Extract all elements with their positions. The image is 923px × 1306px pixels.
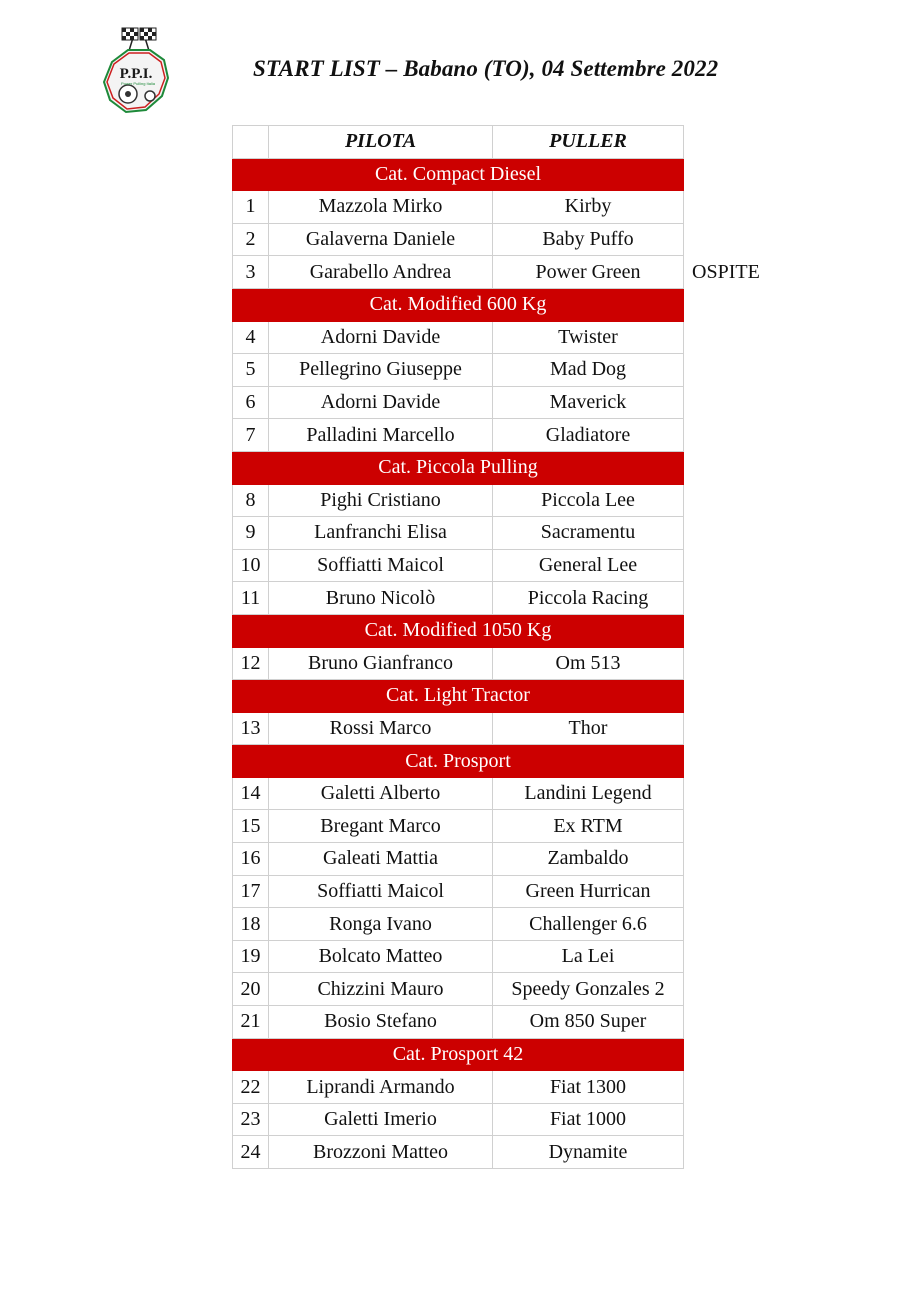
ppi-logo-graphic	[98, 20, 174, 116]
start-list-table	[232, 125, 684, 1169]
entry-number: 5	[233, 354, 269, 387]
category-row	[233, 158, 684, 191]
ppi-logo	[98, 20, 174, 116]
logo-subtext: Power Pulling Italia	[120, 81, 156, 86]
entry-number: 22	[233, 1071, 269, 1104]
entry-pilota: Pighi Cristiano	[269, 484, 493, 517]
category-row	[233, 1038, 684, 1071]
entry-pilota: Ronga Ivano	[269, 908, 493, 941]
entry-puller: Om 850 Super	[493, 1006, 684, 1039]
entry-pilota: Adorni Davide	[269, 321, 493, 354]
entry-puller: Dynamite	[493, 1136, 684, 1169]
header-number	[233, 126, 269, 159]
entry-number: 18	[233, 908, 269, 941]
entry-number: 14	[233, 777, 269, 810]
entry-puller: Piccola Racing	[493, 582, 684, 615]
entry-number: 20	[233, 973, 269, 1006]
entry-puller: Mad Dog	[493, 354, 684, 387]
table-row	[233, 549, 684, 582]
entry-puller: Speedy Gonzales 2	[493, 973, 684, 1006]
entry-number: 6	[233, 386, 269, 419]
entry-number: 24	[233, 1136, 269, 1169]
entry-pilota: Bolcato Matteo	[269, 940, 493, 973]
entry-number: 3	[233, 256, 269, 289]
entry-puller: Green Hurrican	[493, 875, 684, 908]
entry-pilota: Bregant Marco	[269, 810, 493, 843]
header-pilota: PILOTA	[269, 126, 493, 159]
entry-pilota: Galaverna Daniele	[269, 223, 493, 256]
entry-puller: Fiat 1000	[493, 1103, 684, 1136]
entry-puller: Thor	[493, 712, 684, 745]
logo-text: P.P.I.	[119, 66, 153, 82]
entry-puller: Twister	[493, 321, 684, 354]
category-name: Cat. Modified 600 Kg	[233, 288, 684, 321]
entry-pilota: Rossi Marco	[269, 712, 493, 745]
table-row	[233, 940, 684, 973]
entry-number: 17	[233, 875, 269, 908]
entry-puller: Om 513	[493, 647, 684, 680]
entry-number: 12	[233, 647, 269, 680]
entry-pilota: Galetti Imerio	[269, 1103, 493, 1136]
table-row	[233, 517, 684, 550]
table-row	[233, 386, 684, 419]
entry-puller: Sacramentu	[493, 517, 684, 550]
category-name: Cat. Modified 1050 Kg	[233, 614, 684, 647]
table-header-row	[233, 126, 684, 159]
category-name: Cat. Prosport	[233, 745, 684, 778]
entry-pilota: Soffiatti Maicol	[269, 549, 493, 582]
table-row	[233, 582, 684, 615]
entry-number: 13	[233, 712, 269, 745]
entry-pilota: Soffiatti Maicol	[269, 875, 493, 908]
entry-puller: Power Green	[493, 256, 684, 289]
entry-pilota: Garabello Andrea	[269, 256, 493, 289]
entry-puller: Challenger 6.6	[493, 908, 684, 941]
table-row	[233, 191, 684, 224]
entry-pilota: Liprandi Armando	[269, 1071, 493, 1104]
table-row	[233, 1103, 684, 1136]
entry-pilota: Galetti Alberto	[269, 777, 493, 810]
entry-pilota: Lanfranchi Elisa	[269, 517, 493, 550]
entry-number: 2	[233, 223, 269, 256]
table-row	[233, 1071, 684, 1104]
entry-number: 7	[233, 419, 269, 452]
table-row	[233, 712, 684, 745]
entry-number: 21	[233, 1006, 269, 1039]
entry-number: 15	[233, 810, 269, 843]
entry-puller: La Lei	[493, 940, 684, 973]
table-row	[233, 1136, 684, 1169]
entry-pilota: Brozzoni Matteo	[269, 1136, 493, 1169]
category-name: Cat. Piccola Pulling	[233, 451, 684, 484]
category-row	[233, 451, 684, 484]
entry-puller: General Lee	[493, 549, 684, 582]
entry-puller: Gladiatore	[493, 419, 684, 452]
entry-puller: Ex RTM	[493, 810, 684, 843]
entry-pilota: Bruno Nicolò	[269, 582, 493, 615]
entry-number: 23	[233, 1103, 269, 1136]
table-row	[233, 875, 684, 908]
entry-pilota: Bosio Stefano	[269, 1006, 493, 1039]
table-row	[233, 908, 684, 941]
entry-number: 1	[233, 191, 269, 224]
entry-number: 16	[233, 843, 269, 876]
table-row	[233, 256, 684, 289]
entry-puller: Piccola Lee	[493, 484, 684, 517]
category-name: Cat. Compact Diesel	[233, 158, 684, 191]
entry-puller: Landini Legend	[493, 777, 684, 810]
entry-puller: Zambaldo	[493, 843, 684, 876]
entry-pilota: Mazzola Mirko	[269, 191, 493, 224]
entry-number: 11	[233, 582, 269, 615]
table-row	[233, 223, 684, 256]
entry-note: OSPITE	[692, 261, 760, 284]
table-row	[233, 419, 684, 452]
entry-puller: Baby Puffo	[493, 223, 684, 256]
table-row	[233, 354, 684, 387]
entry-number: 10	[233, 549, 269, 582]
category-row	[233, 288, 684, 321]
table-row	[233, 484, 684, 517]
table-row	[233, 647, 684, 680]
table-row	[233, 321, 684, 354]
category-row	[233, 745, 684, 778]
header-puller: PULLER	[493, 126, 684, 159]
table-row	[233, 810, 684, 843]
entry-pilota: Adorni Davide	[269, 386, 493, 419]
entry-puller: Fiat 1300	[493, 1071, 684, 1104]
table-row	[233, 843, 684, 876]
entry-pilota: Chizzini Mauro	[269, 973, 493, 1006]
table-row	[233, 973, 684, 1006]
entry-puller: Kirby	[493, 191, 684, 224]
entry-number: 8	[233, 484, 269, 517]
category-row	[233, 614, 684, 647]
page-title: START LIST – Babano (TO), 04 Settembre 2022	[253, 56, 719, 81]
entry-number: 19	[233, 940, 269, 973]
table-row	[233, 1006, 684, 1039]
entry-number: 9	[233, 517, 269, 550]
entry-puller: Maverick	[493, 386, 684, 419]
entry-pilota: Bruno Gianfranco	[269, 647, 493, 680]
entry-pilota: Palladini Marcello	[269, 419, 493, 452]
table-row	[233, 777, 684, 810]
category-name: Cat. Light Tractor	[233, 680, 684, 713]
entry-number: 4	[233, 321, 269, 354]
entry-pilota: Pellegrino Giuseppe	[269, 354, 493, 387]
category-name: Cat. Prosport 42	[233, 1038, 684, 1071]
entry-pilota: Galeati Mattia	[269, 843, 493, 876]
category-row	[233, 680, 684, 713]
